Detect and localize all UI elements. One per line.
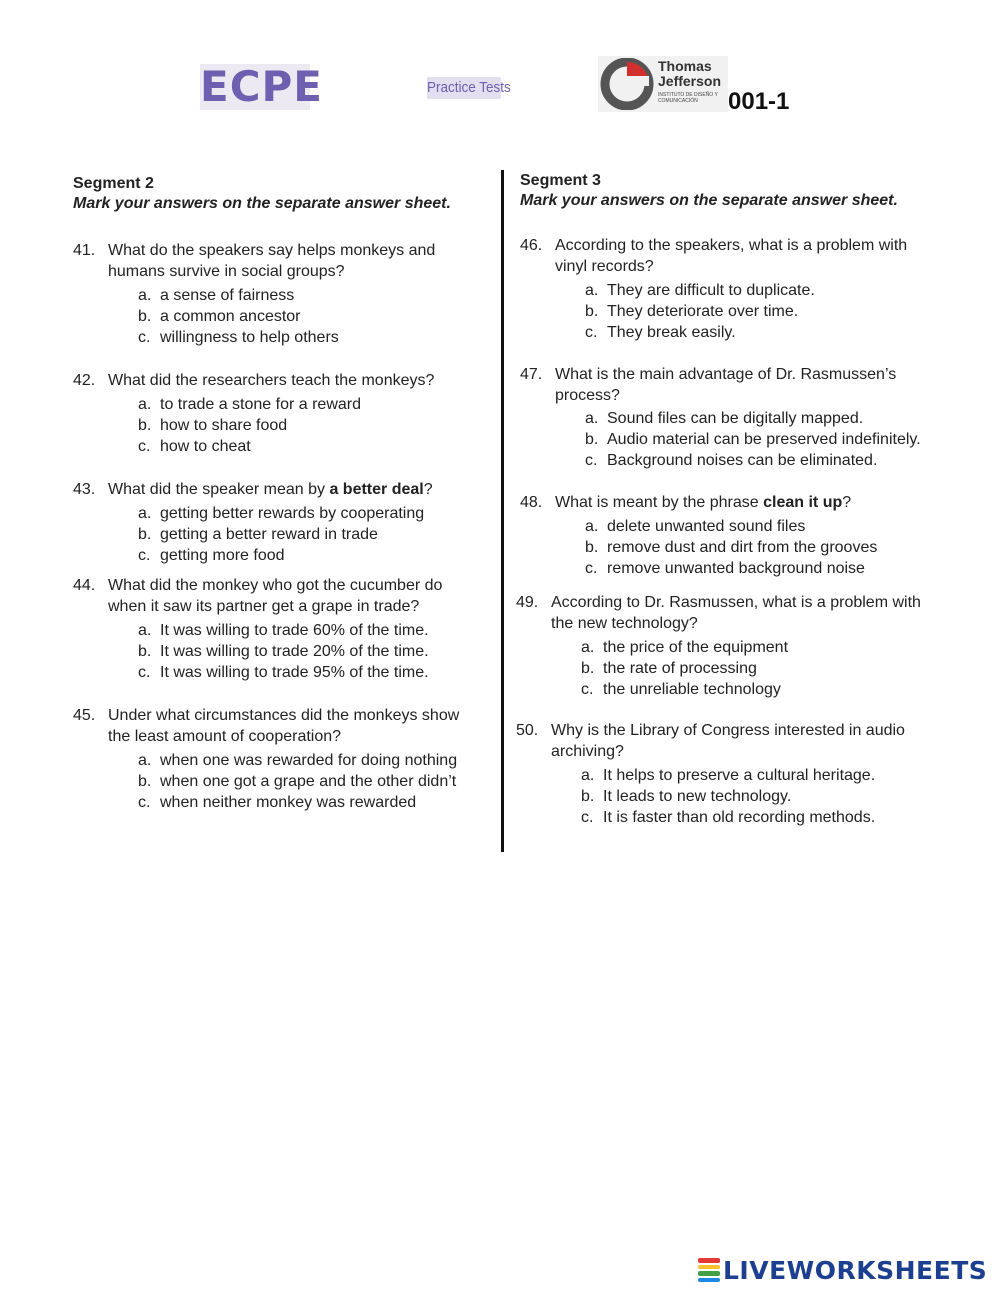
liveworksheets-logo bbox=[698, 1255, 987, 1285]
thomas-jefferson-logo bbox=[598, 56, 728, 112]
ecpe-logo: ECPE bbox=[200, 62, 323, 111]
tj-subtitle: INSTITUTO DE DISEÑO Y COMUNICACIÓN bbox=[658, 92, 718, 104]
segment-2-title: Segment 2 bbox=[73, 175, 154, 192]
tj-name: Thomas Jefferson bbox=[658, 58, 722, 89]
practice-tests-logo: Practice Tests bbox=[427, 77, 501, 99]
segment-2-instructions: Mark your answers on the separate answer sheet. bbox=[73, 195, 451, 212]
worksheet-code: 001-1 bbox=[728, 88, 790, 115]
segment-3: Segment 3 Mark your answers on the separate answer sheet. 46. According to the speakers, what is a problem with vinyl records? a. They are difficult to duplicate. b. They deteriorate over time. c. They break easily. 47. What is the main advantage of Dr. Rasmussen’s process? a. Sound files can be digitally mapped. b. Audio material can be preserved indefinitely. c. Background noises can be eliminated. 48. What is meant by the phrase clean it up? a. delete unwanted sound files b. remove dust and dirt from the grooves c. remove unwanted background noise 49. According to Dr. Rasmussen, what is a problem with the new technology? a. the price of the equipment b. the rate of processing c. the unreliable technology 50. Why is the Library of Congress interested in audio archiving? a. It helps to preserve a cultural heritage. b. It leads to new technology. c. It is faster than old recording methods. bbox=[520, 171, 950, 841]
tj-emblem-icon bbox=[600, 58, 654, 110]
segment-3-title: Segment 3 bbox=[520, 172, 601, 189]
column-divider bbox=[501, 170, 504, 852]
segment-2: Segment 2 Mark your answers on the separate answer sheet. 41. What do the speakers say helps monkeys and humans survive in social groups? a. a sense of fairness b. a common ancestor c. willingness to help others 42. What did the researchers teach the monkeys? a. to trade a stone for a reward b. how to share food c. how to cheat 43. What did the speaker mean by a better deal? a. getting better rewards by cooperating b. getting a better reward in trade c. getting more food 44. What did the monkey who got the cucumber do when it saw its partner get a grape in trade? a. It was willing to trade 60% of the time. b. It was willing to trade 20% of the time. c. It was willing to trade 95% of the time. 45. Under what circumstances did the monkeys show the least amount of cooperation? a. when one was rewarded for doing nothing b. when one got a grape and the other didn’t c. when neither monkey was rewarded bbox=[73, 174, 483, 834]
liveworksheets-icon bbox=[698, 1257, 720, 1283]
segment-3-instructions: Mark your answers on the separate answer sheet. bbox=[520, 192, 898, 209]
liveworksheets-brand: LIVEWORKSHEETS bbox=[723, 1255, 988, 1285]
